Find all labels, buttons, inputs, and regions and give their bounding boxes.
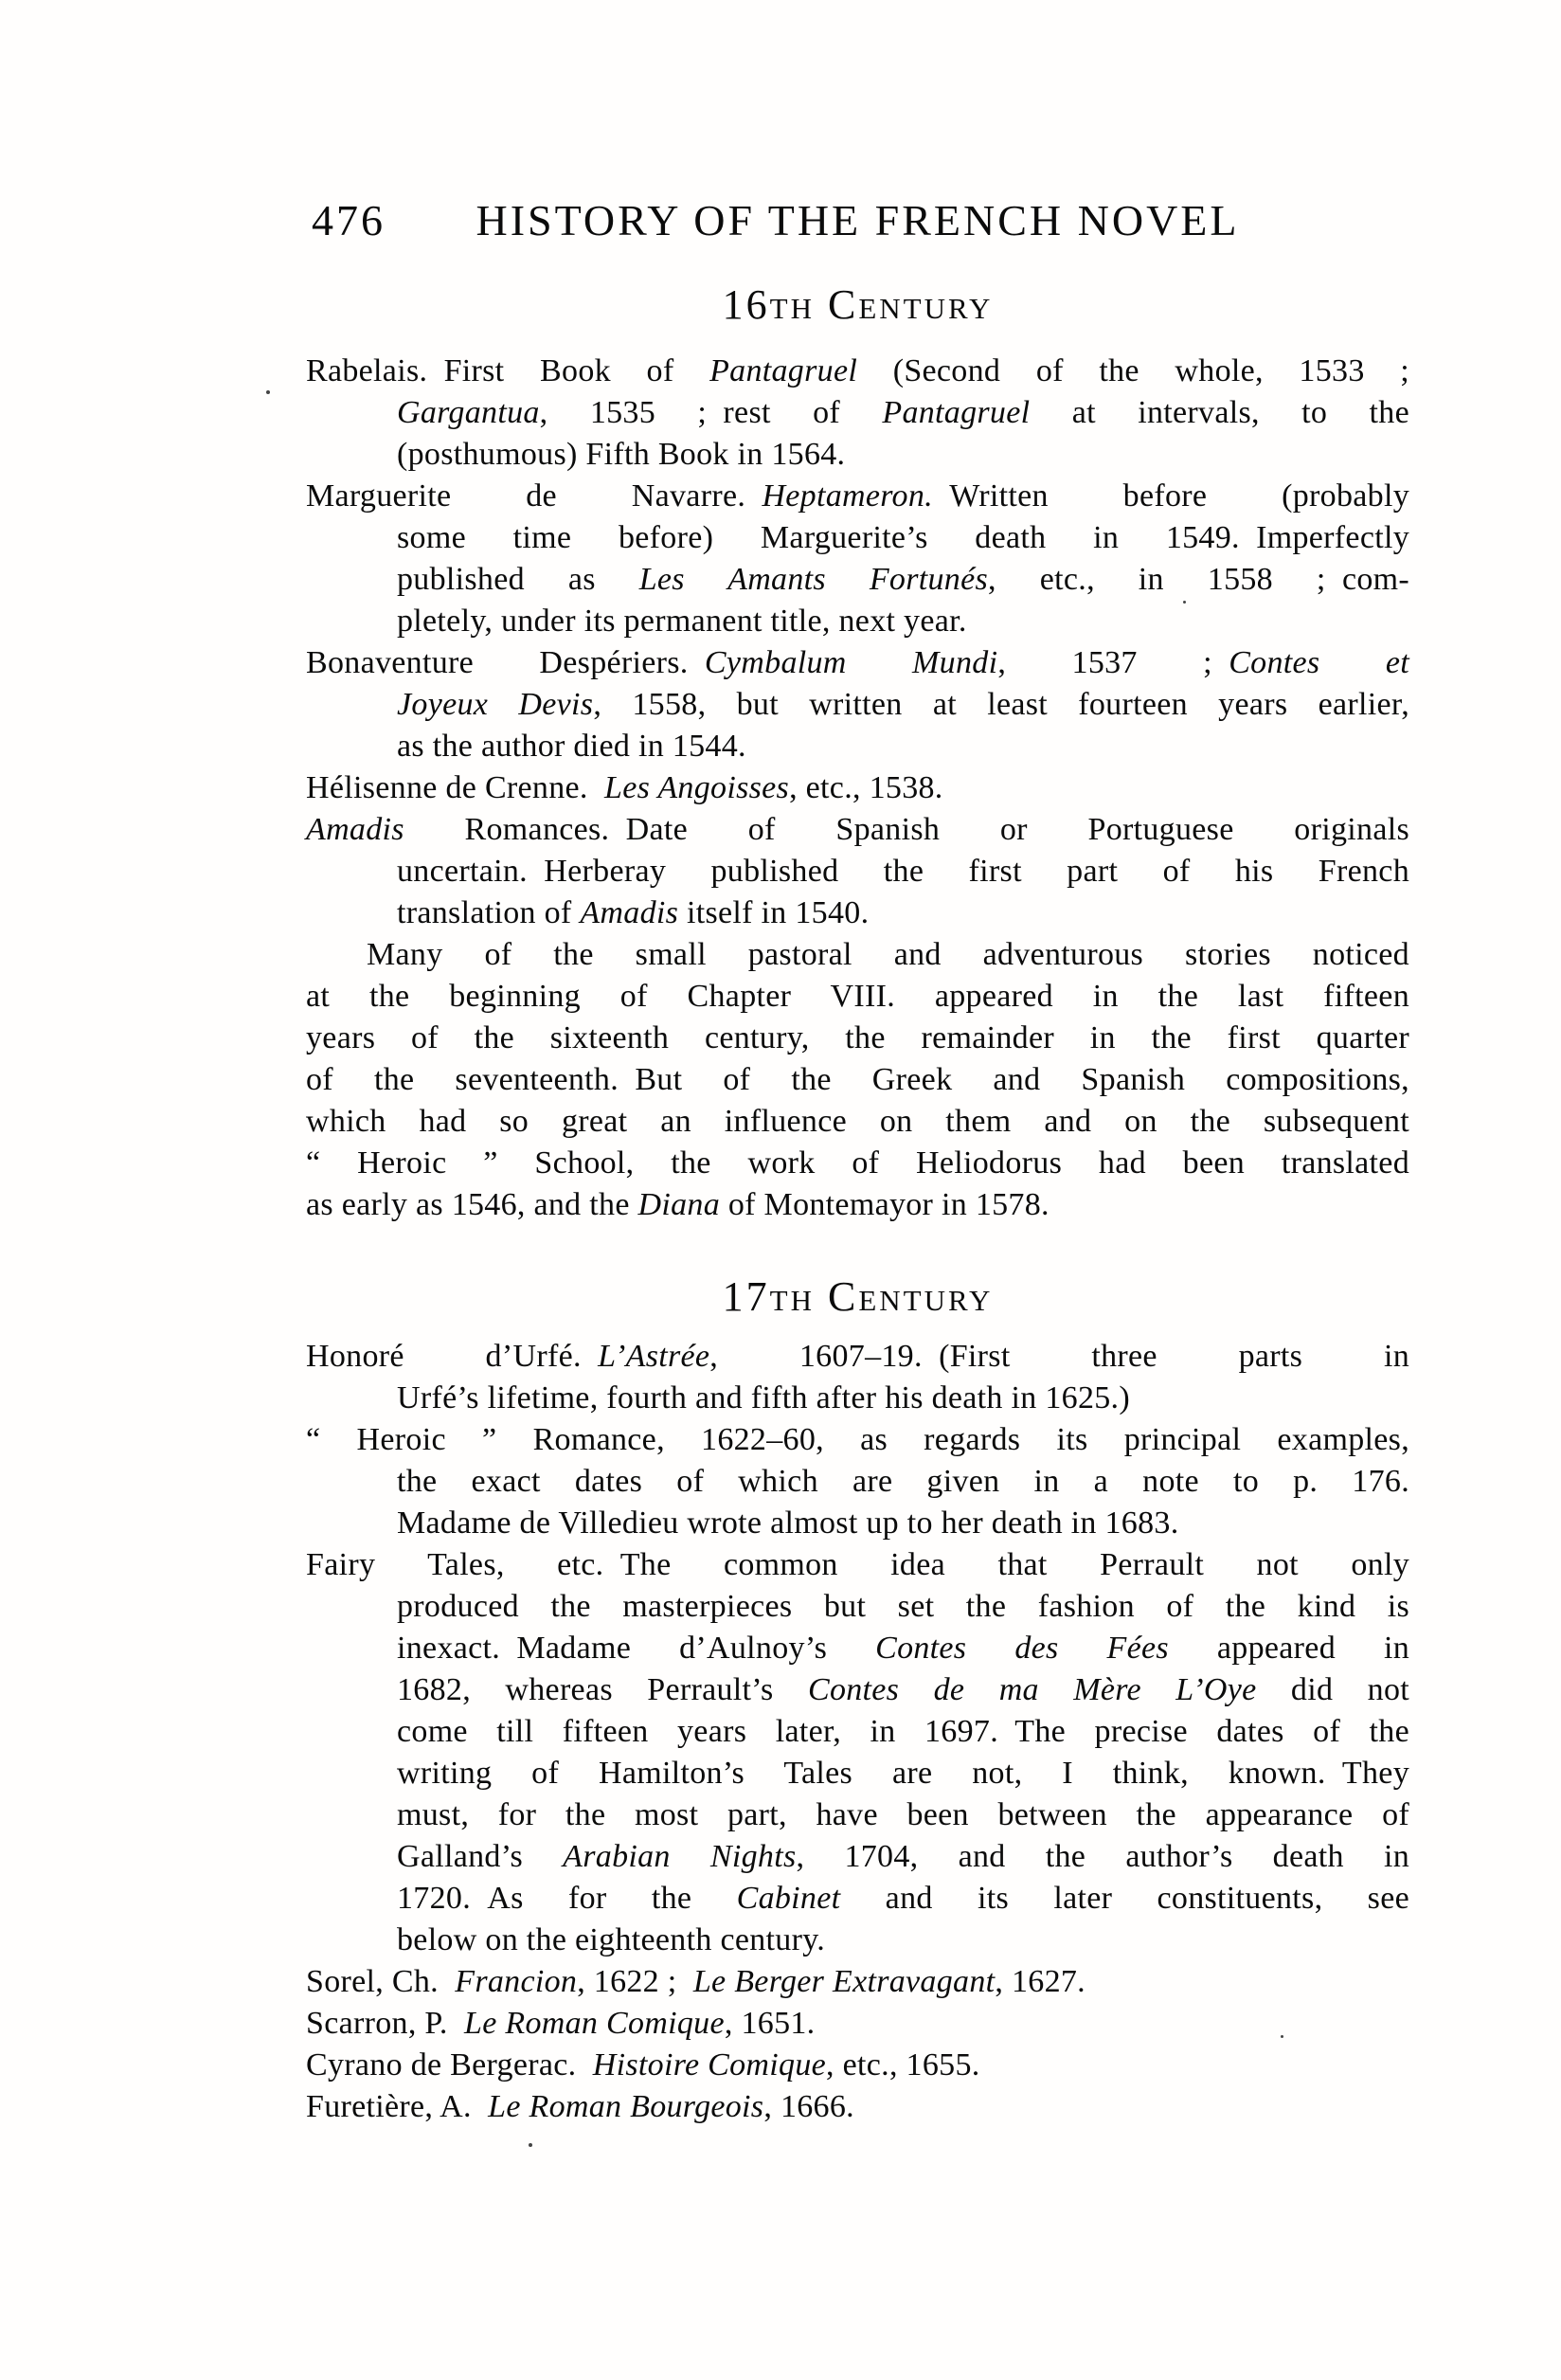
text-line — [306, 1018, 1409, 1059]
body-text: , 1627. — [995, 1964, 1086, 1999]
running-head — [306, 192, 1409, 249]
body-text: , 1651. — [724, 2006, 816, 2041]
text-line — [306, 767, 1409, 809]
body-text: pletely, under its permanent title, next year. — [397, 604, 967, 639]
italic-title-text: Le Roman Comique — [463, 2006, 725, 2041]
body-text: “ Heroic ” Romance, 1622–60, as regards its principal examples, — [306, 1422, 1409, 1457]
body-text: , etc., 1538. — [789, 770, 943, 805]
body-text: , etc., in 1558 ; com- — [988, 562, 1410, 597]
body-text: Fairy Tales, etc. The common idea that Perrault not only — [306, 1547, 1409, 1582]
running-title: HISTORY OF THE FRENCH NOVEL — [475, 196, 1240, 244]
italic-title-text: Cymbalum Mundi — [704, 645, 998, 680]
text-line — [306, 1920, 1409, 1961]
text-line — [306, 892, 1409, 934]
entry — [306, 767, 1409, 809]
text-line — [306, 1059, 1409, 1101]
body-text: the exact dates of which are given in a note to p. 176. — [397, 1464, 1409, 1499]
entry — [306, 1544, 1409, 1961]
body-text: , 1607–19. (First three parts in — [709, 1339, 1409, 1374]
text-line — [306, 351, 1409, 392]
body-text: Bonaventure Despériers. — [306, 645, 705, 680]
body-text: did not — [1256, 1672, 1409, 1707]
body-text: Marguerite de Navarre. — [306, 478, 763, 514]
body-text: , etc., 1655. — [826, 2047, 980, 2082]
body-text: Written before (probably — [932, 478, 1409, 514]
body-text: come till fifteen years later, in 1697. The precise dates of the — [397, 1714, 1409, 1749]
body-text: 1682, whereas Perrault’s — [397, 1672, 808, 1707]
text-line — [306, 2086, 1409, 2128]
text-line — [306, 1961, 1409, 2003]
body-text: Galland’s — [397, 1839, 564, 1874]
text-line — [306, 434, 1409, 476]
section-entries-17th-century — [306, 1336, 1409, 2128]
body-text: produced the masterpieces but set the fashion of the kind is — [397, 1589, 1409, 1624]
text-line — [306, 517, 1409, 559]
body-text: translation of — [397, 895, 581, 930]
scan-speck — [1183, 601, 1186, 604]
text-line — [306, 601, 1409, 642]
body-text: of Montemayor in 1578. — [720, 1187, 1050, 1222]
text-line — [306, 559, 1409, 601]
text-line — [306, 1101, 1409, 1143]
body-text: Honoré d’Urfé. — [306, 1339, 599, 1374]
scan-speck — [266, 390, 270, 394]
text-line — [306, 684, 1409, 726]
body-text: and its later constituents, see — [840, 1881, 1409, 1916]
italic-title-text: Gargantua — [397, 395, 540, 430]
text-line — [306, 2003, 1409, 2045]
body-text: , 1558, but written at least fourteen years earlier, — [593, 687, 1409, 722]
body-text: Cyrano de Bergerac. — [306, 2047, 593, 2082]
text-line — [306, 392, 1409, 434]
body-text: years of the sixteenth century, the remainder in the first quarter — [306, 1020, 1409, 1055]
italic-title-text: Les Angoisses — [604, 770, 790, 805]
text-line — [306, 1711, 1409, 1753]
italic-title-text: L’Astrée — [598, 1339, 710, 1374]
italic-title-text: Histoire Comique — [592, 2047, 827, 2082]
entry — [306, 2003, 1409, 2045]
body-text: Rabelais. First Book of — [306, 353, 710, 388]
entry — [306, 2086, 1409, 2128]
body-text: which had so great an influence on them and on the subsequent — [306, 1104, 1409, 1139]
text-line — [306, 642, 1409, 684]
italic-title-text: Contes des Fées — [875, 1631, 1169, 1666]
body-text: writing of Hamilton’s Tales are not, I think, known. They — [397, 1756, 1409, 1791]
page-number: 476 — [312, 196, 386, 244]
scan-speck — [1281, 2035, 1283, 2038]
entry — [306, 1419, 1409, 1544]
body-text: Furetière, A. — [306, 2089, 489, 2124]
italic-title-text: Contes de ma Mère L’Oye — [807, 1672, 1257, 1707]
italic-title-text: Arabian Nights — [563, 1839, 797, 1874]
entry — [306, 1961, 1409, 2003]
italic-title-text: Contes et — [1229, 645, 1409, 680]
italic-title-text: Le Berger Extravagant — [692, 1964, 996, 1999]
italic-title-text: Les Amants Fortunés — [638, 562, 989, 597]
body-text: Romances. Date of Spanish or Portuguese originals — [404, 812, 1409, 847]
text-line — [306, 1461, 1409, 1503]
entry — [306, 351, 1409, 476]
italic-title-text: Le Roman Bourgeois — [488, 2089, 764, 2124]
section-heading-16th-century: 16th Century — [722, 281, 994, 328]
text-line — [306, 1586, 1409, 1628]
text-line — [306, 851, 1409, 892]
body-text: , 1537 ; — [997, 645, 1229, 680]
entry — [306, 1336, 1409, 1419]
text-line — [306, 2045, 1409, 2086]
entry — [306, 809, 1409, 934]
body-text: below on the eighteenth century. — [397, 1922, 826, 1957]
text-line — [306, 1336, 1409, 1378]
body-text: , 1704, and the author’s death in — [796, 1839, 1410, 1874]
body-text: Sorel, Ch. — [306, 1964, 456, 1999]
italic-title-text: Francion — [455, 1964, 578, 1999]
body-text: of the seventeenth. But of the Greek and Spanish compositions, — [306, 1062, 1409, 1097]
text-line — [306, 1503, 1409, 1544]
text-line — [306, 476, 1409, 517]
body-text: 1720. As for the — [397, 1881, 737, 1916]
italic-title-text: Diana — [637, 1187, 721, 1222]
scan-speck — [529, 2143, 532, 2147]
body-text: at the beginning of Chapter VIII. appeared in the last fifteen — [306, 979, 1409, 1014]
text-line — [306, 1378, 1409, 1419]
italic-title-text: Amadis — [306, 812, 404, 847]
italic-title-text: Joyeux Devis — [397, 687, 594, 722]
body-text: Hélisenne de Crenne. — [306, 770, 605, 805]
text-line — [306, 726, 1409, 767]
italic-title-text: Pantagruel — [709, 353, 858, 388]
body-text: published as — [397, 562, 639, 597]
text-line — [306, 976, 1409, 1018]
body-text: (Second of the whole, 1533 ; — [857, 353, 1409, 388]
body-text: “ Heroic ” School, the work of Heliodorus had been translated — [306, 1145, 1409, 1181]
body-text: , 1622 ; — [577, 1964, 693, 1999]
text-line — [306, 1628, 1409, 1669]
entry — [306, 476, 1409, 642]
text-line — [306, 934, 1409, 976]
body-text: appeared in — [1168, 1631, 1410, 1666]
body-text: (posthumous) Fifth Book in 1564. — [397, 437, 846, 472]
text-line — [306, 1544, 1409, 1586]
text-line — [306, 1836, 1409, 1878]
body-text: itself in 1540. — [678, 895, 870, 930]
section-entries-16th-century — [306, 351, 1409, 1226]
body-text: Many of the small pastoral and adventurous stories noticed — [367, 937, 1409, 972]
text-line — [306, 1184, 1409, 1226]
body-text: , 1666. — [763, 2089, 854, 2124]
text-line — [306, 1878, 1409, 1920]
section-heading-17th-century: 17th Century — [722, 1273, 994, 1320]
body-text: some time before) Marguerite’s death in 1549. Imperfectly — [397, 520, 1409, 555]
body-text: Madame de Villedieu wrote almost up to her death in 1683. — [397, 1506, 1179, 1541]
text-line — [306, 809, 1409, 851]
entry — [306, 642, 1409, 767]
body-text: Urfé’s lifetime, fourth and fifth after his death in 1625.) — [397, 1380, 1130, 1415]
text-line — [306, 1143, 1409, 1184]
body-text: , 1535 ; rest of — [539, 395, 883, 430]
body-text: inexact. Madame d’Aulnoy’s — [397, 1631, 876, 1666]
body-text: as the author died in 1544. — [397, 729, 746, 764]
italic-title-text: Pantagruel — [882, 395, 1031, 430]
text-line — [306, 1669, 1409, 1711]
body-text: must, for the most part, have been between the appearance of — [397, 1797, 1409, 1832]
body-text: as early as 1546, and the — [306, 1187, 638, 1222]
italic-title-text: Heptameron. — [762, 478, 933, 514]
text-line — [306, 1753, 1409, 1794]
italic-title-text: Amadis — [580, 895, 679, 930]
body-text: Scarron, P. — [306, 2006, 464, 2041]
text-line — [306, 1419, 1409, 1461]
italic-title-text: Cabinet — [736, 1881, 841, 1916]
entry — [306, 934, 1409, 1226]
text-line — [306, 1794, 1409, 1836]
entry — [306, 2045, 1409, 2086]
body-text: uncertain. Herberay published the first part of his French — [397, 854, 1409, 889]
body-text: at intervals, to the — [1030, 395, 1409, 430]
